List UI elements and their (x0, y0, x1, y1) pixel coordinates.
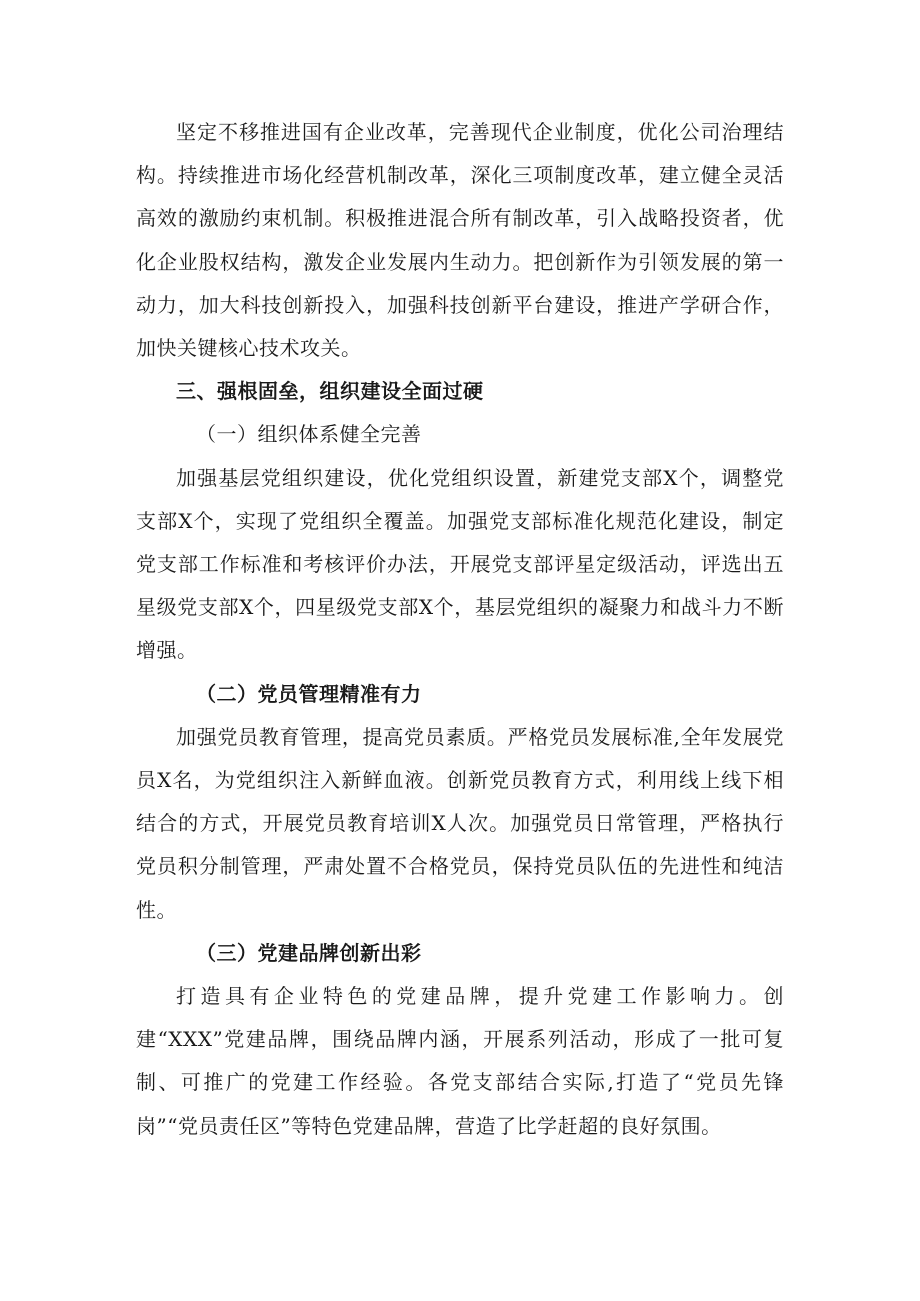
subsection-1-heading: （一）组织体系健全完善 (196, 422, 422, 447)
section-3-heading: 三、强根固垒，组织建设全面过硬 (176, 379, 484, 404)
document-body (136, 111, 784, 1148)
subsection-2-heading: （二）党员管理精准有力 (196, 681, 422, 706)
reform-paragraph: 坚定不移推进国有企业改革，完善现代企业制度，优化公司治理结构。持续推进市场化经营机制改革，深化三项制度改革，建立健全灵活高效的激励约束机制。积极推进混合所有制改革，引入战略投资者，优化企业股权结构，激发企业发展内生动力。把创新作为引领发展的第一动力，加大科技创新投入，加强科技创新平台建设，推进产学研合作，加快关键核心技术攻关。 (136, 120, 784, 361)
subsection-3-paragraph: 打造具有企业特色的党建品牌，提升党建工作影响力。创建“XXX”党建品牌，围绕品牌内涵，开展系列活动，形成了一批可复制、可推广的党建工作经验。各党支部结合实际,打造了“党员先锋岗”“党员责任区”等特色党建品牌，营造了比学赶超的良好氛围。 (136, 984, 784, 1138)
subsection-1-paragraph: 加强基层党组织建设，优化党组织设置，新建党支部X个，调整党支部X个，实现了党组织全覆盖。加强党支部标准化规范化建设，制定党支部工作标准和考核评价办法，开展党支部评星定级活动，评选出五星级党支部X个，四星级党支部X个，基层党组织的凝聚力和战斗力不断增强。 (136, 465, 784, 663)
subsection-3-heading: （三）党建品牌创新出彩 (196, 940, 422, 965)
subsection-2-paragraph: 加强党员教育管理，提高党员素质。严格党员发展标准,全年发展党员X名，为党组织注入新鲜血液。创新党员教育方式，利用线上线下相结合的方式，开展党员教育培训X人次。加强党员日常管理，严格执行党员积分制管理，严肃处置不合格党员，保持党员队伍的先进性和纯洁性。 (136, 724, 784, 922)
